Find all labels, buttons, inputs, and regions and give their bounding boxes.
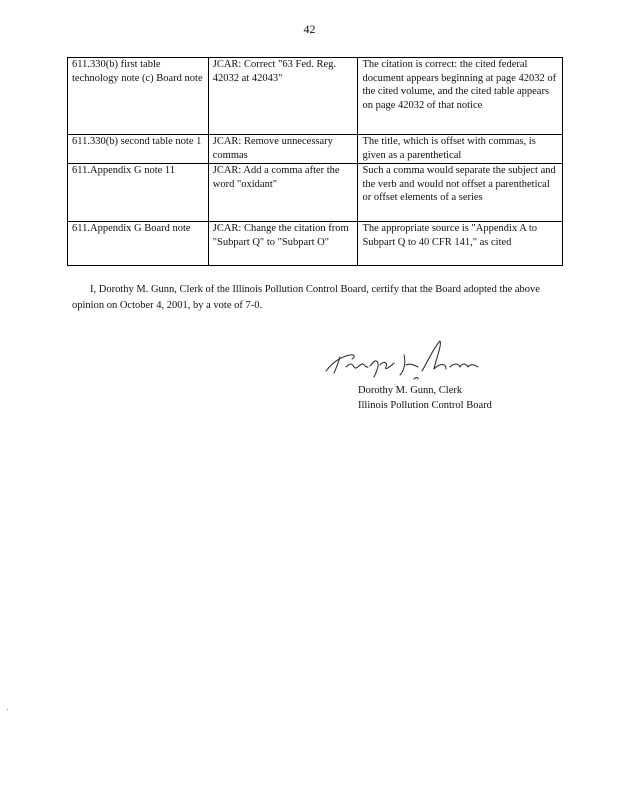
signature-block [358,383,492,413]
scan-speck [7,709,8,710]
table-row [68,164,563,222]
section-cell: 611.330(b) first table technology note (c) Board note [68,58,209,135]
section-cell: 611.330(b) second table note 1 [68,135,209,164]
reason-cell: The appropriate source is "Appendix A to Subpart Q to 40 CFR 141," as cited [358,222,563,266]
change-cell: JCAR: Change the citation from "Subpart Q" to "Subpart O" [208,222,358,266]
table-row [68,58,563,135]
change-cell: JCAR: Add a comma after the word "oxidant" [208,164,358,222]
page-number: 42 [303,22,316,36]
section-cell: 611.Appendix G Board note [68,222,209,266]
change-cell: JCAR: Correct "63 Fed. Reg. 42032 at 42043" [208,58,358,135]
reason-cell: The citation is correct: the cited federal document appears beginning at page 42032 of the cited volume, and the cited table appears on page 42032 of that notice [358,58,563,135]
table-row [68,222,563,266]
handwritten-signature [318,333,498,383]
board-name: Illinois Pollution Control Board [358,400,492,411]
change-cell: JCAR: Remove unnecessary commas [208,135,358,164]
clerk-name: Dorothy M. Gunn, Clerk [358,385,463,396]
reason-cell: Such a comma would separate the subject and the verb and would not offset a parenthetical or offset elements of a series [358,164,563,222]
certification-text: I, Dorothy M. Gunn, Clerk of the Illinois Pollution Control Board, certify that the Board adopted the above opinion on October 4, 2001, by a vote of 7-0. [72,284,540,311]
section-cell: 611.Appendix G note 11 [68,164,209,222]
changes-table [67,57,563,266]
table-row [68,135,563,164]
reason-cell: The title, which is offset with commas, is given as a parenthetical [358,135,563,164]
